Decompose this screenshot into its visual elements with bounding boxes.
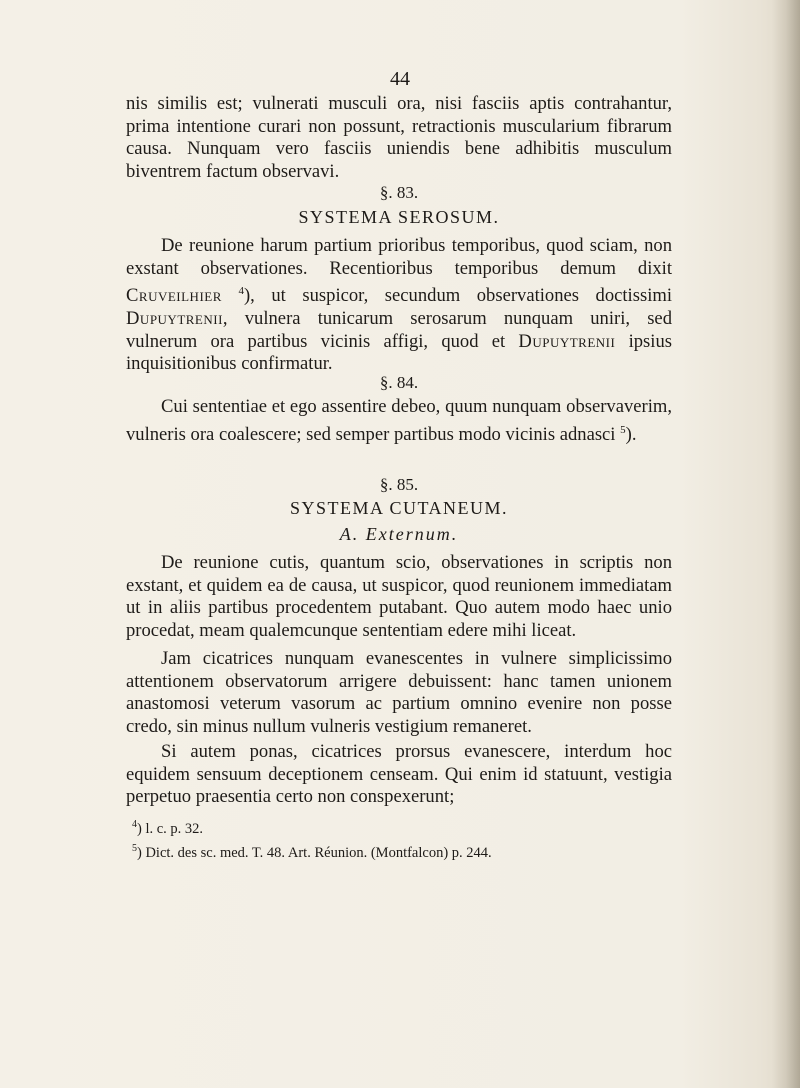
section-85-title-block bbox=[126, 498, 672, 519]
section-84 bbox=[126, 373, 672, 393]
section-83-paragraph: De reunione harum partium prioribus temporibus, quod sciam, non exstant observationes. Recentioribus temporibus demum dixit Cruveilhier $^4$), ut suspicor, secundum observationes doctissimi Dupuytrenii, vulnera tunicarum serosarum nunquam uniri, sed vulnerum ora partibus vicinis affigi, quod et Dupuytrenii ipsius inquisitionibus confirmatur. bbox=[126, 235, 672, 375]
section-85-para3-block bbox=[126, 741, 672, 809]
section-85-paragraph-2: Jam cicatrices nunquam evanescentes in vulnere simplicissimo attentionem observatorum arrigere debuissent: hanc tamen unionem anastomosi veterum vasorum ac partium omnino evenire non posse credo, sin minus nullum vulneris vestigium remaneret. bbox=[126, 648, 672, 737]
section-85 bbox=[126, 475, 672, 495]
section-83-text-d: ipsius inquisitionibus confirmatur. bbox=[126, 330, 672, 375]
section-85-subtitle: A. Externum. bbox=[339, 524, 459, 544]
section-85-body-block bbox=[126, 552, 672, 642]
section-85-subtitle-block bbox=[126, 524, 672, 545]
section-83-body-block bbox=[126, 235, 672, 376]
footnote-ref-5: 5 bbox=[620, 423, 626, 436]
section-83-text-c: , vulnera tunicarum serosarum nunquam uniri, sed vulnerum ora partibus vicinis affigi, quod et bbox=[126, 307, 672, 352]
page-edge-shadow bbox=[772, 0, 800, 1088]
section-85-title: SYSTEMA CUTANEUM. bbox=[289, 498, 509, 518]
footnote-4-text: ) l. c. p. 32. bbox=[137, 820, 204, 837]
section-85-paragraph-3: Si autem ponas, cicatrices prorsus evanescere, interdum hoc equidem sensuum deceptionem censeam. Qui enim id statuunt, vestigia perpetuo praesentia certo non conspexerunt; bbox=[126, 741, 672, 808]
footnote-5-mark: 5 bbox=[132, 842, 137, 854]
section-83 bbox=[126, 183, 672, 203]
footnote-5-text: ) Dict. des sc. med. T. 48. Art. Réunion. (Montfalcon) p. 244. bbox=[137, 844, 492, 861]
section-84-body-block bbox=[126, 396, 672, 446]
section-83-title-block bbox=[126, 207, 672, 228]
footnote-ref-4: 4 bbox=[238, 285, 244, 298]
section-83-text-a: De reunione harum partium prioribus temporibus, quod sciam, non exstant observationes. Recentioribus temporibus demum dixit bbox=[126, 235, 672, 279]
section-83-number: §. 83. bbox=[379, 183, 419, 202]
footnote-4 bbox=[132, 815, 678, 839]
author-name-dupuytrenii-2: Dupuytrenii bbox=[518, 330, 616, 352]
author-name-cruveilhier: Cruveilhier bbox=[126, 285, 222, 307]
section-85-para2-block bbox=[126, 648, 672, 738]
section-84-number: §. 84. bbox=[379, 373, 419, 392]
opening-paragraph-block bbox=[126, 93, 672, 183]
section-85-number: §. 85. bbox=[379, 475, 419, 494]
section-85-paragraph-1: De reunione cutis, quantum scio, observationes in scriptis non exstant, et quidem ea de causa, ut suspicor, quod reunionem immediatam ut in aliis partibus procedentem putabant. Quo autem modo haec unio procedat, meam qualemcunque sententiam edere mihi liceat. bbox=[126, 552, 672, 641]
section-84-text-a: Cui sententiae et ego assentire debeo, quum nunquam observaverim, vulneris ora coalescere; sed semper partibus modo vicinis adnasci bbox=[126, 396, 672, 445]
author-name-dupuytrenii-1: Dupuytrenii bbox=[126, 307, 223, 329]
footnote-5 bbox=[132, 839, 678, 863]
section-84-text-b: ). bbox=[625, 423, 637, 445]
section-83-title: SYSTEMA SEROSUM. bbox=[298, 207, 500, 227]
opening-paragraph: nis similis est; vulnerati musculi ora, nisi fasciis aptis contrahantur, prima intentione curari non possunt, retractionis muscularium fibrarum causa. Nunquam vero fasciis uniendis bene adhibitis musculum biventrem factum observavi. bbox=[126, 93, 672, 182]
footnote-4-mark: 4 bbox=[132, 819, 137, 830]
page-number: 44 bbox=[390, 68, 410, 90]
footnotes bbox=[132, 815, 678, 863]
section-83-text-b: , ut suspicor, secundum observationes doctissimi bbox=[250, 285, 672, 307]
section-84-paragraph bbox=[126, 396, 672, 446]
